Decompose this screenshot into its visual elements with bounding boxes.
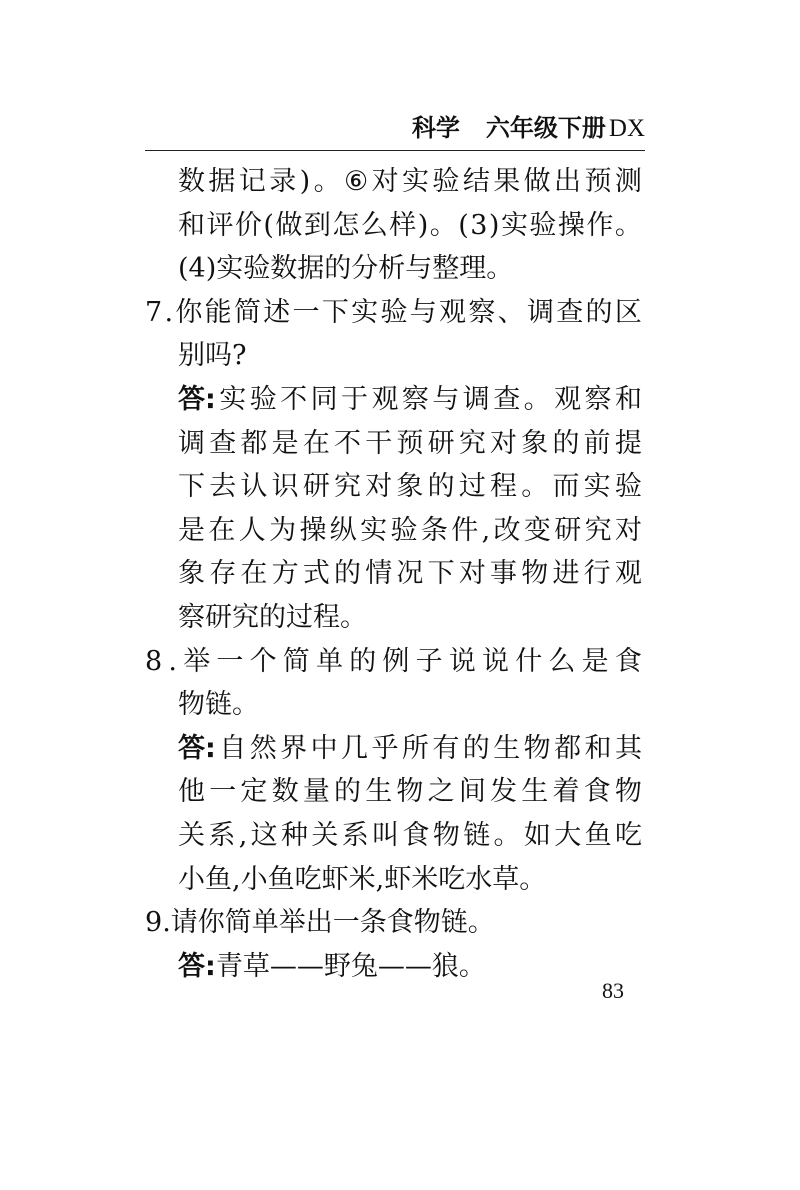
glyph: 在 [240, 558, 268, 590]
glyph: 的 [334, 776, 362, 808]
glyph: 物 [432, 820, 460, 851]
glyph: 一 [209, 776, 237, 808]
glyph: 价 [234, 209, 262, 241]
glyph: 对 [365, 471, 393, 503]
glyph: 改 [493, 514, 521, 546]
glyph: ) [488, 209, 500, 241]
glyph: 大 [554, 820, 582, 851]
glyph: 物 [178, 689, 205, 721]
glyph: 。 [467, 907, 495, 939]
glyph: 分 [351, 253, 379, 285]
glyph: 鱼 [205, 863, 232, 895]
glyph: 例 [382, 645, 410, 677]
glyph: 间 [458, 776, 486, 808]
glyph: 的 [324, 253, 352, 285]
glyph: 操 [299, 514, 327, 546]
glyph: 析 [378, 253, 406, 285]
glyph: 据 [208, 166, 236, 197]
glyph: 物 [523, 732, 551, 764]
glyph: 在 [302, 427, 330, 459]
glyph: 草 [242, 950, 270, 982]
glyph: 的 [259, 602, 286, 633]
glyph: 人 [238, 514, 266, 546]
glyph: 和 [178, 209, 205, 241]
glyph: 识 [271, 471, 299, 503]
glyph: 实 [351, 296, 379, 328]
glyph: 草 [492, 863, 520, 895]
glyph: 。 [458, 950, 486, 982]
glyph: 究 [232, 602, 259, 633]
glyph: 举 [183, 645, 211, 677]
glyph: 。 [486, 253, 514, 285]
glyph: 实 [500, 209, 528, 241]
glyph: 9 [145, 907, 163, 939]
glyph: 么 [360, 209, 388, 241]
answer-label: 答: [178, 732, 216, 764]
glyph: 究 [458, 427, 486, 459]
glyph: 能 [204, 296, 232, 328]
glyph: 子 [415, 645, 443, 677]
glyph: 食 [402, 820, 430, 851]
glyph: 程 [313, 602, 340, 633]
glyph: ( [178, 253, 189, 285]
glyph: ( [263, 209, 274, 241]
glyph: 预 [396, 427, 424, 459]
text-line [178, 554, 642, 594]
glyph: 研 [205, 602, 232, 633]
glyph: 验 [614, 471, 642, 503]
glyph: 3 [470, 209, 488, 241]
header-subject: 科学 [411, 114, 460, 142]
glyph: 录 [269, 166, 297, 197]
glyph: 整 [432, 253, 460, 285]
glyph: 变 [523, 514, 551, 546]
glyph: 前 [583, 427, 611, 459]
glyph: 评 [206, 209, 234, 241]
glyph: 调 [526, 296, 554, 328]
glyph: 和 [584, 732, 612, 764]
glyph: 不 [280, 384, 308, 415]
glyph: 8 [145, 645, 163, 677]
glyph: 事 [490, 558, 518, 590]
glyph: 研 [427, 427, 455, 459]
glyph: , [238, 820, 248, 851]
glyph: 不 [334, 427, 362, 459]
glyph: 调 [462, 384, 490, 415]
glyph: 数 [271, 776, 299, 808]
glyph: 是 [271, 427, 299, 459]
glyph: 的 [334, 558, 362, 590]
page-number: 83 [602, 978, 624, 1003]
text-line [178, 206, 642, 246]
glyph: 。 [493, 820, 521, 851]
glyph: 做 [275, 209, 303, 241]
glyph: 食 [583, 776, 611, 808]
glyph: 与 [405, 253, 433, 285]
glyph: 样 [389, 209, 417, 241]
glyph: ⑥ [343, 166, 369, 197]
glyph: 提 [614, 427, 642, 459]
glyph: 量 [302, 776, 330, 808]
glyph: 数 [270, 253, 298, 285]
answer-line [178, 380, 642, 420]
glyph: 记 [238, 166, 266, 197]
glyph: 验 [529, 209, 557, 241]
glyph: 吗 [205, 340, 232, 372]
glyph: 几 [341, 732, 368, 764]
glyph: 食 [614, 645, 642, 677]
glyph: 观 [371, 384, 399, 415]
glyph: 察 [584, 384, 612, 415]
header-edition: DX [608, 115, 645, 142]
glyph: — [269, 950, 297, 982]
glyph: 查 [493, 384, 521, 415]
glyph: 鱼 [267, 863, 295, 895]
glyph: 去 [209, 471, 237, 503]
glyph: 小 [240, 863, 268, 895]
glyph: 物 [614, 776, 642, 808]
glyph: 7 [145, 296, 163, 328]
answer-line [178, 729, 642, 769]
glyph: 简 [233, 296, 261, 328]
glyph: . [168, 645, 177, 677]
glyph: 你 [197, 907, 225, 939]
glyph: 着 [552, 776, 580, 808]
glyph: 什 [515, 645, 543, 677]
header-grade: 六年级下册 [485, 114, 606, 142]
glyph: ? [232, 340, 247, 372]
glyph: 果 [493, 166, 521, 197]
glyph: 在 [208, 514, 236, 546]
glyph: 叫 [372, 820, 400, 851]
glyph: 米 [411, 863, 439, 895]
glyph: 而 [552, 471, 580, 503]
glyph: 到 [303, 209, 331, 241]
glyph: — [377, 950, 405, 982]
glyph: 。 [313, 166, 341, 197]
glyph: 有 [432, 732, 460, 764]
glyph: 据 [297, 253, 325, 285]
text-line [178, 467, 642, 507]
glyph: 如 [523, 820, 551, 851]
glyph: 食 [386, 907, 414, 939]
glyph: 出 [305, 907, 333, 939]
glyph: 区 [614, 296, 642, 328]
glyph: 存 [209, 558, 237, 590]
glyph: 狼 [431, 950, 459, 982]
glyph: 操 [557, 209, 585, 241]
glyph: 究 [584, 514, 612, 546]
glyph: 验 [390, 514, 418, 546]
glyph: , [375, 863, 385, 895]
text-line [178, 860, 642, 900]
glyph: 干 [365, 427, 393, 459]
glyph: 。 [232, 689, 259, 721]
glyph: 。 [523, 384, 551, 415]
glyph: 况 [396, 558, 424, 590]
glyph: 件 [451, 514, 479, 546]
text-line [178, 772, 642, 812]
glyph: 实 [583, 471, 611, 503]
glyph: 这 [250, 820, 278, 851]
glyph: 鱼 [584, 820, 612, 851]
glyph: 怎 [332, 209, 360, 241]
glyph: 是 [581, 645, 609, 677]
glyph: 与 [432, 384, 460, 415]
glyph: 系 [208, 820, 236, 851]
glyph: 物 [521, 558, 549, 590]
glyph: 个 [249, 645, 277, 677]
glyph: 单 [251, 907, 279, 939]
glyph: 结 [462, 166, 490, 197]
glyph: 预 [584, 166, 612, 197]
glyph: 象 [521, 427, 549, 459]
glyph: 。 [521, 471, 549, 503]
text-line [178, 511, 642, 551]
glyph: 、 [497, 296, 525, 328]
glyph: 观 [439, 296, 467, 328]
glyph: 对 [371, 166, 399, 197]
glyph: 单 [316, 645, 343, 677]
glyph: 吃 [614, 820, 642, 851]
glyph: 水 [465, 863, 493, 895]
glyph: 所 [401, 732, 429, 764]
glyph: 行 [583, 558, 611, 590]
glyph: 一 [292, 296, 320, 328]
glyph: 式 [302, 558, 330, 590]
glyph: 观 [614, 558, 642, 590]
glyph: 过 [458, 471, 486, 503]
glyph: 验 [243, 253, 271, 285]
glyph: 生 [521, 776, 549, 808]
glyph: — [404, 950, 432, 982]
glyph: , [232, 863, 241, 895]
glyph: 一 [216, 645, 244, 677]
glyph: 发 [490, 776, 518, 808]
glyph: 的 [349, 645, 377, 677]
glyph: 种 [281, 820, 309, 851]
glyph: , [481, 514, 491, 546]
glyph: 关 [311, 820, 339, 851]
text-line [178, 162, 642, 202]
text-line [178, 424, 642, 464]
glyph: 与 [409, 296, 437, 328]
glyph: 调 [178, 427, 205, 459]
glyph: 验 [380, 296, 408, 328]
glyph: 对 [614, 514, 642, 546]
glyph: — [296, 950, 324, 982]
glyph: 物 [413, 907, 441, 939]
glyph: 查 [209, 427, 237, 459]
glyph: 的 [427, 471, 455, 503]
glyph: 过 [286, 602, 313, 633]
glyph: 查 [556, 296, 584, 328]
glyph: 。 [429, 209, 457, 241]
glyph: 其 [614, 732, 642, 764]
glyph: 情 [365, 558, 393, 590]
glyph: 定 [240, 776, 268, 808]
glyph: 观 [554, 384, 582, 415]
glyph: 链 [440, 907, 468, 939]
glyph: 验 [432, 166, 460, 197]
glyph: 程 [490, 471, 518, 503]
glyph: 实 [216, 253, 244, 285]
glyph: 究 [334, 471, 362, 503]
glyph: 都 [554, 732, 582, 764]
glyph: 野 [323, 950, 351, 982]
running-header [145, 108, 645, 148]
glyph: 米 [348, 863, 376, 895]
glyph: 做 [523, 166, 551, 197]
glyph: 么 [548, 645, 576, 677]
glyph: 条 [359, 907, 387, 939]
glyph: 是 [178, 514, 205, 546]
glyph: ) [299, 166, 311, 197]
glyph: 。 [340, 602, 367, 633]
glyph: 条 [420, 514, 448, 546]
glyph: 青 [215, 950, 243, 982]
text-line [178, 336, 642, 376]
glyph: 吃 [438, 863, 466, 895]
glyph: . [162, 907, 171, 939]
glyph: 虾 [321, 863, 349, 895]
glyph: 生 [365, 776, 393, 808]
glyph: 的 [552, 427, 580, 459]
glyph: 察 [468, 296, 496, 328]
glyph: 实 [219, 384, 247, 415]
text-line [178, 598, 642, 638]
glyph: 举 [278, 907, 306, 939]
glyph: 出 [554, 166, 582, 197]
glyph: 作 [586, 209, 614, 241]
question-line [145, 642, 642, 682]
glyph: 中 [310, 732, 338, 764]
glyph: 实 [402, 166, 430, 197]
glyph: 数 [178, 166, 205, 197]
glyph: 述 [263, 296, 291, 328]
glyph: 链 [463, 820, 491, 851]
glyph: 于 [341, 384, 368, 415]
text-line [178, 816, 642, 856]
glyph: 同 [310, 384, 338, 415]
glyph: 兔 [350, 950, 378, 982]
answer-label: 答: [178, 384, 216, 415]
glyph: 虾 [384, 863, 412, 895]
text-line [178, 249, 642, 289]
glyph: . [164, 296, 174, 328]
glyph: 进 [552, 558, 580, 590]
glyph: 实 [360, 514, 388, 546]
glyph: 请 [170, 907, 198, 939]
glyph: 对 [458, 558, 486, 590]
glyph: 吃 [294, 863, 322, 895]
glyph: 研 [302, 471, 330, 503]
glyph: 认 [240, 471, 268, 503]
glyph: 一 [332, 907, 360, 939]
text-line [178, 685, 642, 725]
glyph: 为 [269, 514, 297, 546]
glyph: 都 [240, 427, 268, 459]
glyph: 你 [175, 296, 203, 328]
glyph: 和 [614, 384, 642, 415]
glyph: 验 [249, 384, 277, 415]
glyph: 自 [219, 732, 247, 764]
glyph: 简 [282, 645, 310, 677]
glyph: 方 [271, 558, 299, 590]
glyph: 象 [178, 558, 205, 590]
glyph: 的 [585, 296, 613, 328]
glyph: 纵 [329, 514, 357, 546]
glyph: 链 [205, 689, 232, 721]
glyph: 说 [448, 645, 476, 677]
glyph: 然 [249, 732, 277, 764]
glyph: 界 [280, 732, 308, 764]
glyph: 他 [178, 776, 205, 808]
glyph: 理 [459, 253, 487, 285]
glyph: 系 [341, 820, 369, 851]
glyph: 物 [396, 776, 424, 808]
glyph: 对 [490, 427, 518, 459]
glyph: ) [205, 253, 217, 285]
glyph: 。 [519, 863, 547, 895]
glyph: 下 [427, 558, 455, 590]
glyph: ) [417, 209, 429, 241]
glyph: 说 [482, 645, 510, 677]
glyph: 别 [178, 340, 205, 372]
glyph: 生 [493, 732, 521, 764]
question-line [145, 903, 642, 943]
glyph: 的 [462, 732, 490, 764]
header-rule [145, 150, 645, 151]
glyph: 。 [614, 209, 642, 241]
glyph: 察 [401, 384, 429, 415]
glyph: 察 [178, 602, 205, 633]
glyph: 下 [321, 296, 349, 328]
answer-label: 答: [178, 950, 216, 982]
glyph: 小 [178, 863, 205, 895]
question-line [145, 293, 642, 333]
glyph: 象 [396, 471, 424, 503]
glyph: ( [458, 209, 469, 241]
glyph: 4 [188, 253, 206, 285]
glyph: 关 [178, 820, 205, 851]
glyph: 乎 [371, 732, 399, 764]
glyph: 测 [614, 166, 642, 197]
glyph: 之 [427, 776, 455, 808]
glyph: 简 [224, 907, 252, 939]
glyph: 研 [554, 514, 582, 546]
glyph: 下 [178, 471, 205, 503]
